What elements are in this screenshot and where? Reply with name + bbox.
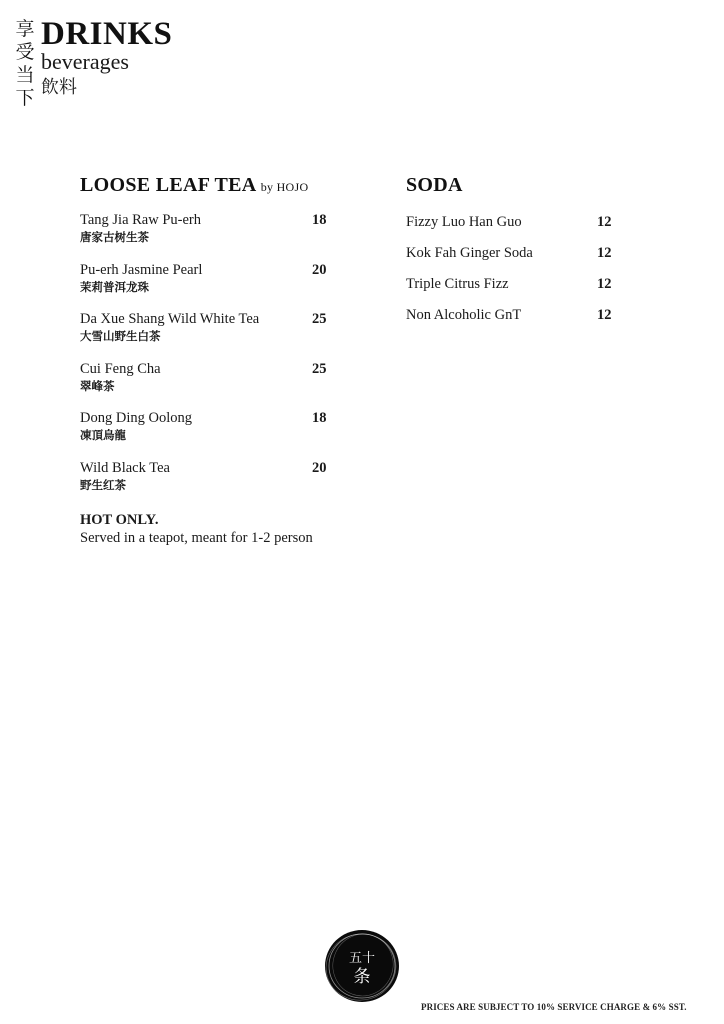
note-title: HOT ONLY. bbox=[80, 512, 159, 528]
page-title: DRINKS bbox=[41, 16, 173, 52]
item-price: 18 bbox=[312, 212, 327, 228]
item-name: Kok Fah Ginger Soda bbox=[406, 245, 533, 261]
menu-item bbox=[406, 276, 626, 307]
brand-seal-logo-icon bbox=[323, 928, 401, 1004]
menu-item bbox=[80, 311, 340, 361]
soda-heading: SODA bbox=[406, 174, 463, 196]
tea-heading: LOOSE LEAF TEA bbox=[80, 174, 256, 196]
menu-item bbox=[406, 307, 626, 338]
item-price: 12 bbox=[597, 307, 612, 323]
menu-item bbox=[80, 361, 340, 411]
section-heading bbox=[80, 174, 340, 197]
item-name: Tang Jia Raw Pu-erh bbox=[80, 212, 201, 228]
menu-item bbox=[80, 262, 340, 312]
tea-note bbox=[80, 511, 340, 547]
menu-item bbox=[406, 245, 626, 276]
item-price: 18 bbox=[312, 410, 327, 426]
item-price: 12 bbox=[597, 245, 612, 261]
item-name-chinese: 野生红茶 bbox=[80, 477, 126, 492]
tea-list bbox=[80, 212, 340, 509]
item-name: Non Alcoholic GnT bbox=[406, 307, 522, 323]
logo-text-top: 五十 bbox=[348, 951, 376, 966]
item-name-chinese: 凍頂烏龍 bbox=[80, 428, 126, 442]
logo-text-bottom: 条 bbox=[353, 967, 371, 987]
price-disclaimer: PRICES ARE SUBJECT TO 10% SERVICE CHARGE & 6% SST. bbox=[421, 1002, 687, 1012]
loose-leaf-tea-section bbox=[80, 174, 340, 547]
menu-item bbox=[80, 410, 340, 460]
slogan-char: 受 bbox=[15, 41, 35, 63]
menu-item bbox=[406, 214, 626, 245]
item-name-chinese: 大雪山野生白茶 bbox=[80, 329, 161, 343]
item-name: Da Xue Shang Wild White Tea bbox=[80, 311, 260, 327]
menu-item bbox=[80, 460, 340, 510]
item-name: Cui Feng Cha bbox=[80, 360, 161, 377]
item-name: Fizzy Luo Han Guo bbox=[406, 214, 522, 230]
page-header bbox=[41, 16, 172, 100]
page-subtitle-chinese: 飲料 bbox=[41, 77, 77, 98]
item-name: Triple Citrus Fizz bbox=[406, 276, 509, 292]
soda-list bbox=[406, 214, 626, 338]
item-price: 20 bbox=[312, 261, 327, 278]
item-price: 20 bbox=[312, 459, 327, 476]
menu-item bbox=[80, 212, 340, 262]
item-price: 25 bbox=[312, 360, 327, 377]
tea-brand: by HOJO bbox=[260, 180, 309, 194]
slogan-char: 享 bbox=[15, 18, 35, 40]
slogan-char: 当 bbox=[15, 64, 35, 86]
slogan-char: 下 bbox=[15, 87, 35, 109]
page-subtitle: beverages bbox=[41, 49, 129, 74]
item-name-chinese: 唐家古树生茶 bbox=[80, 230, 149, 244]
item-name: Pu-erh Jasmine Pearl bbox=[80, 261, 203, 278]
item-name-chinese: 翠峰茶 bbox=[80, 378, 115, 393]
item-price: 25 bbox=[312, 311, 327, 327]
item-price: 12 bbox=[597, 214, 612, 230]
item-name: Wild Black Tea bbox=[80, 459, 170, 476]
item-name: Dong Ding Oolong bbox=[80, 410, 192, 426]
note-text: Served in a teapot, meant for 1-2 person bbox=[80, 530, 313, 546]
soda-section bbox=[406, 174, 626, 338]
item-price: 12 bbox=[597, 276, 612, 292]
vertical-chinese-slogan bbox=[14, 18, 36, 110]
item-name-chinese: 茉莉普洱龙珠 bbox=[80, 279, 149, 294]
